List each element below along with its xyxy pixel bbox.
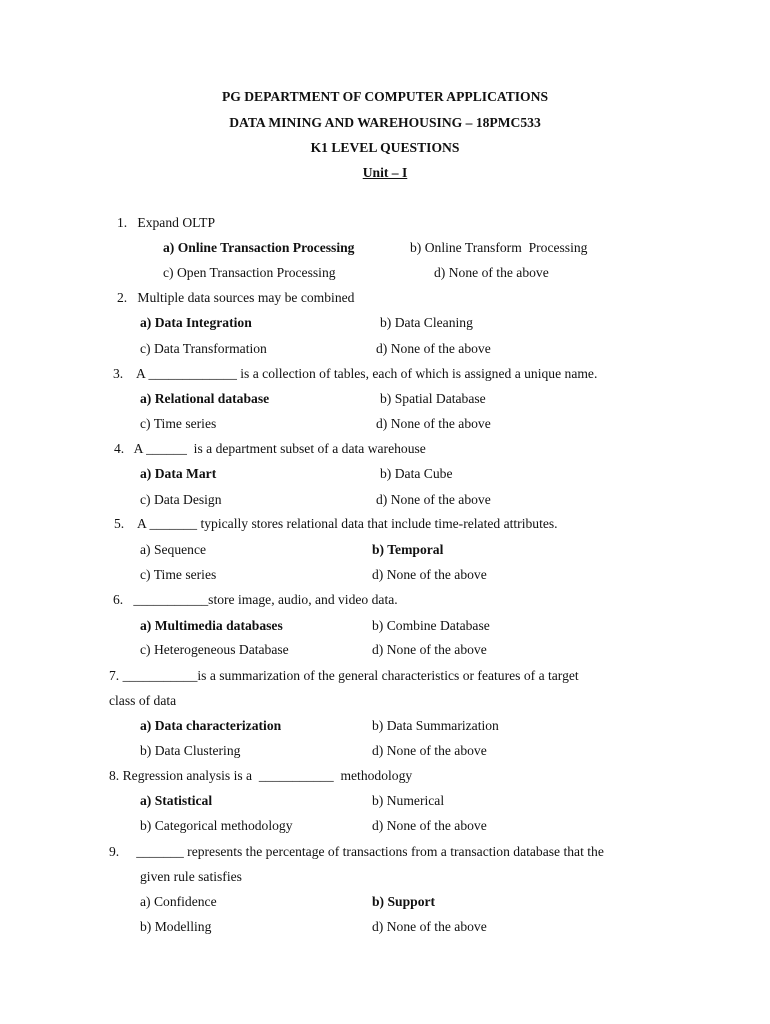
question-3: 3. A _____________ is a collection of tables, each of which is assigned a unique name. xyxy=(113,366,598,381)
q4-option-a: a) Data Mart xyxy=(140,466,217,481)
q2-option-b: b) Data Cleaning xyxy=(380,315,473,330)
q8-option-c: b) Categorical methodology xyxy=(140,818,293,833)
q2-option-a: a) Data Integration xyxy=(140,315,252,330)
question-7: 7. ___________is a summarization of the general characteristics or features of a target xyxy=(109,668,579,683)
q1-option-c: c) Open Transaction Processing xyxy=(163,265,336,280)
q3-option-a: a) Relational database xyxy=(140,391,270,406)
q5-option-a: a) Sequence xyxy=(140,542,207,557)
q2-option-d: d) None of the above xyxy=(376,341,491,356)
q4-option-c: c) Data Design xyxy=(140,492,222,507)
q6-option-a: a) Multimedia databases xyxy=(140,618,283,633)
q4-option-b: b) Data Cube xyxy=(380,466,453,481)
question-7-continued: class of data xyxy=(109,693,177,708)
question-9-continued: given rule satisfies xyxy=(140,869,242,884)
q9-option-b: b) Support xyxy=(372,894,436,909)
question-6: 6. ___________store image, audio, and video data. xyxy=(113,592,398,607)
q1-option-d: d) None of the above xyxy=(434,265,549,280)
q9-option-a: a) Confidence xyxy=(140,894,217,909)
q7-option-b: b) Data Summarization xyxy=(372,718,499,733)
course-heading: DATA MINING AND WAREHOUSING – 18PMC533 xyxy=(229,115,541,130)
q6-option-d: d) None of the above xyxy=(372,642,487,657)
q9-option-d: d) None of the above xyxy=(372,919,487,934)
question-9: 9. _______ represents the percentage of transactions from a transaction database that the xyxy=(109,844,604,859)
q6-option-b: b) Combine Database xyxy=(372,618,490,633)
q8-option-a: a) Statistical xyxy=(140,793,213,808)
q4-option-d: d) None of the above xyxy=(376,492,491,507)
q3-option-c: c) Time series xyxy=(140,416,217,431)
q8-option-b: b) Numerical xyxy=(372,793,445,808)
q1-option-b: b) Online Transform Processing xyxy=(410,240,588,255)
q9-option-c: b) Modelling xyxy=(140,919,212,934)
question-8: 8. Regression analysis is a ___________ methodology xyxy=(109,768,413,783)
q5-option-d: d) None of the above xyxy=(372,567,487,582)
question-2: 2. Multiple data sources may be combined xyxy=(117,290,355,305)
unit-heading: Unit – I xyxy=(362,165,408,180)
q3-option-b: b) Spatial Database xyxy=(380,391,486,406)
q3-option-d: d) None of the above xyxy=(376,416,491,431)
question-4: 4. A ______ is a department subset of a data warehouse xyxy=(114,441,426,456)
question-1: 1. Expand OLTP xyxy=(117,215,216,230)
q7-option-d: d) None of the above xyxy=(372,743,487,758)
question-5: 5. A _______ typically stores relational data that include time-related attributes. xyxy=(114,516,558,531)
q8-option-d: d) None of the above xyxy=(372,818,487,833)
department-heading: PG DEPARTMENT OF COMPUTER APPLICATIONS xyxy=(221,89,549,104)
q7-option-a: a) Data characterization xyxy=(140,718,282,733)
level-heading: K1 LEVEL QUESTIONS xyxy=(310,140,460,155)
q1-option-a: a) Online Transaction Processing xyxy=(163,240,355,255)
q7-option-c: b) Data Clustering xyxy=(140,743,241,758)
q5-option-b: b) Temporal xyxy=(372,542,444,557)
q5-option-c: c) Time series xyxy=(140,567,217,582)
q2-option-c: c) Data Transformation xyxy=(140,341,267,356)
q6-option-c: c) Heterogeneous Database xyxy=(140,642,289,657)
